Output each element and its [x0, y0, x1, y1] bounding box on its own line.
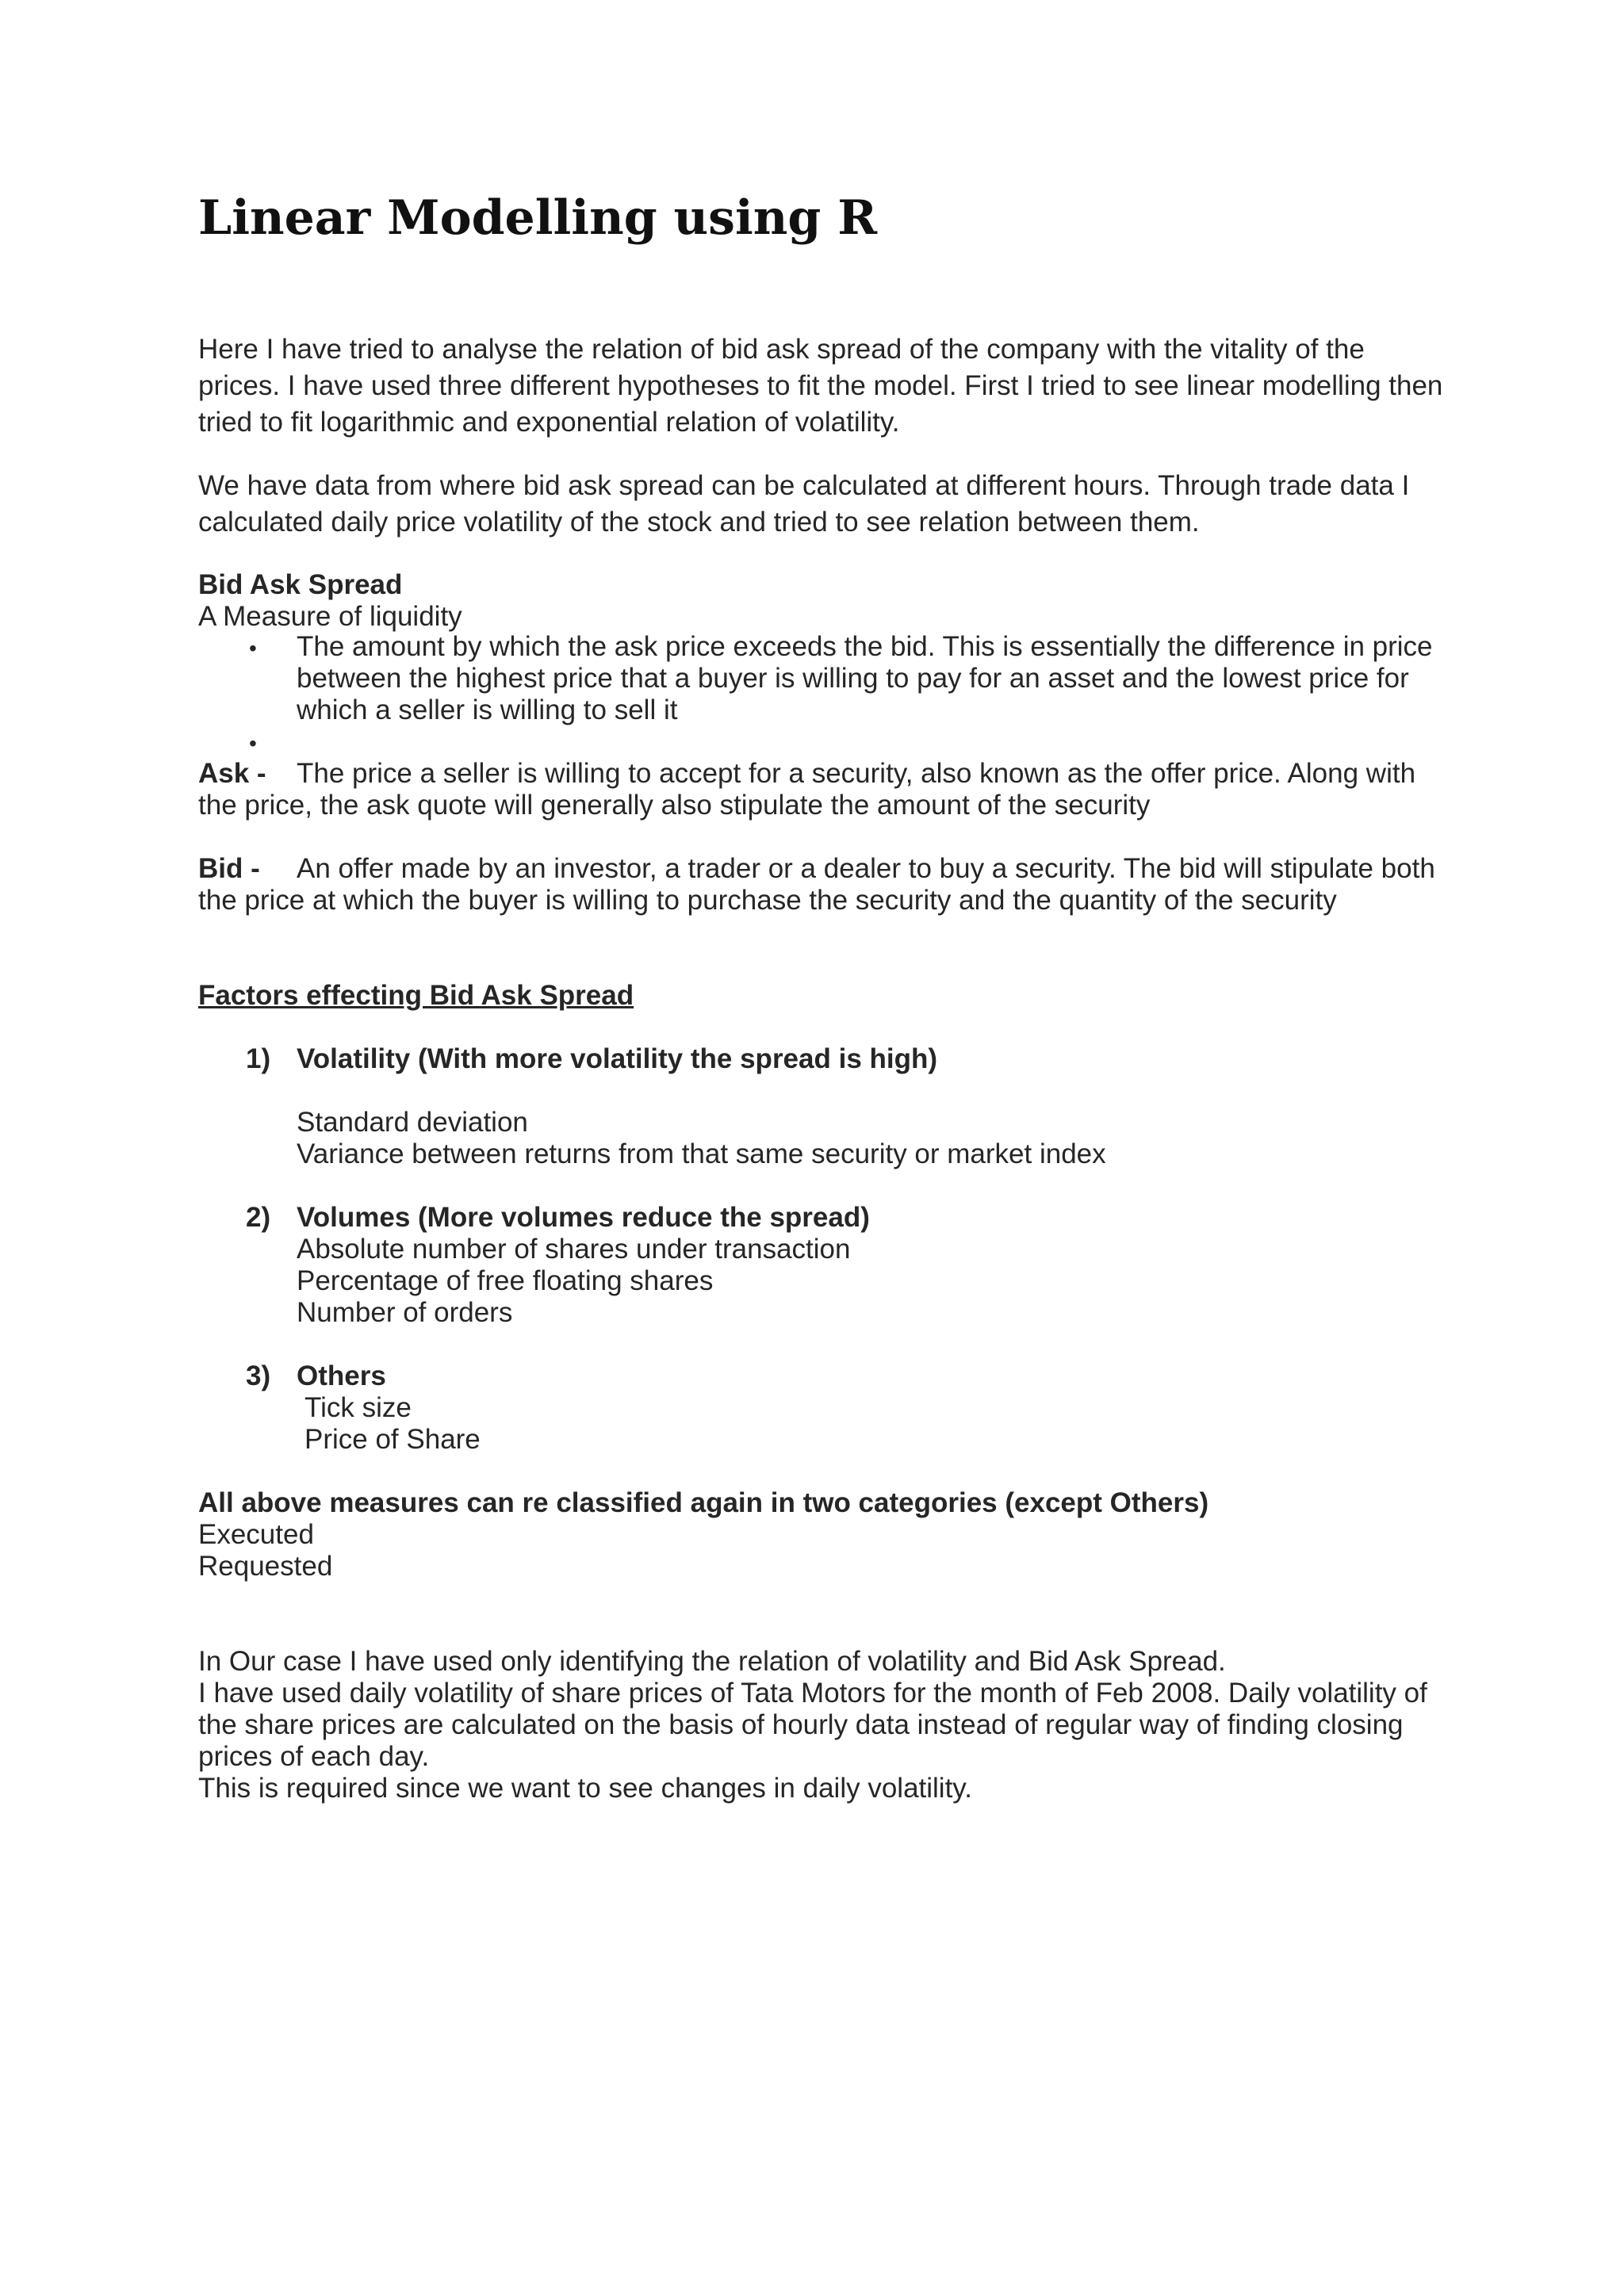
text-line: which a seller is willing to sell it [297, 695, 678, 725]
factors-heading: Factors effecting Bid Ask Spread [198, 980, 634, 1011]
factor-detail: Number of orders [297, 1297, 513, 1328]
bid-ask-heading: Bid Ask Spread [198, 569, 403, 600]
factor-title-volatility: Volatility (With more volatility the spread is high) [297, 1043, 938, 1074]
text-line: I have used daily volatility of share prices of Tata Motors for the month of Feb 2008. Daily volatility of [198, 1678, 1427, 1709]
empty-bullet-marker: • [249, 731, 257, 756]
text-line: between the highest price that a buyer is willing to pay for an asset and the lowest price for [297, 663, 1409, 694]
factor-title-others: Others [297, 1360, 386, 1391]
text-line: tried to fit logarithmic and exponential relation of volatility. [198, 407, 900, 438]
factor-title-volumes: Volumes (More volumes reduce the spread) [297, 1202, 870, 1233]
factor-detail: Standard deviation [297, 1107, 528, 1138]
page-title: Linear Modelling using R [198, 190, 878, 246]
categories-heading: All above measures can re classified again in two categories (except Others) [198, 1487, 1209, 1518]
factor-number: 3) [246, 1360, 271, 1391]
text-line: prices of each day. [198, 1741, 430, 1772]
factor-detail: Price of Share [304, 1424, 481, 1455]
intro-paragraph-2 [198, 468, 1459, 541]
factor-detail: Absolute number of shares under transaction [297, 1234, 851, 1265]
text-line: calculated daily price volatility of the stock and tried to see relation between them. [198, 507, 1200, 538]
factor-number: 1) [246, 1043, 271, 1074]
text-line: In Our case I have used only identifying the relation of volatility and Bid Ask Spread. [198, 1646, 1226, 1677]
factor-number: 2) [246, 1202, 271, 1233]
factor-detail: Percentage of free floating shares [297, 1265, 714, 1296]
text-line: The amount by which the ask price exceeds the bid. This is essentially the difference in price [297, 631, 1433, 662]
bullet-text [297, 631, 1438, 726]
bullet-marker: • [249, 636, 257, 660]
text-line: We have data from where bid ask spread can be calculated at different hours. Through trade data I [198, 470, 1410, 501]
bid-definition-line-2: the price at which the buyer is willing to purchase the security and the quantity of the security [198, 885, 1337, 916]
factor-detail: Variance between returns from that same security or market index [297, 1138, 1106, 1169]
bid-definition-line-1: An offer made by an investor, a trader or a dealer to buy a security. The bid will stipulate both [297, 853, 1435, 884]
intro-paragraph-1 [198, 331, 1459, 441]
text-line: Here I have tried to analyse the relation of bid ask spread of the company with the vitality of the [198, 334, 1365, 365]
text-line: This is required since we want to see changes in daily volatility. [198, 1773, 972, 1804]
ask-definition-line-1: The price a seller is willing to accept for a security, also known as the offer price. Along with [297, 758, 1416, 789]
category-item: Requested [198, 1551, 333, 1582]
ask-label: Ask - [198, 758, 266, 789]
conclusion-paragraph [198, 1646, 1427, 1804]
text-line: prices. I have used three different hypotheses to fit the model. First I tried to see linear modelling then [198, 370, 1443, 401]
ask-definition-line-2: the price, the ask quote will generally also stipulate the amount of the security [198, 790, 1151, 821]
bid-label: Bid - [198, 853, 260, 884]
category-item: Executed [198, 1519, 314, 1550]
factor-detail: Tick size [304, 1392, 412, 1423]
bid-ask-subheading: A Measure of liquidity [198, 601, 462, 632]
text-line: the share prices are calculated on the basis of hourly data instead of regular way of finding closing [198, 1709, 1404, 1740]
